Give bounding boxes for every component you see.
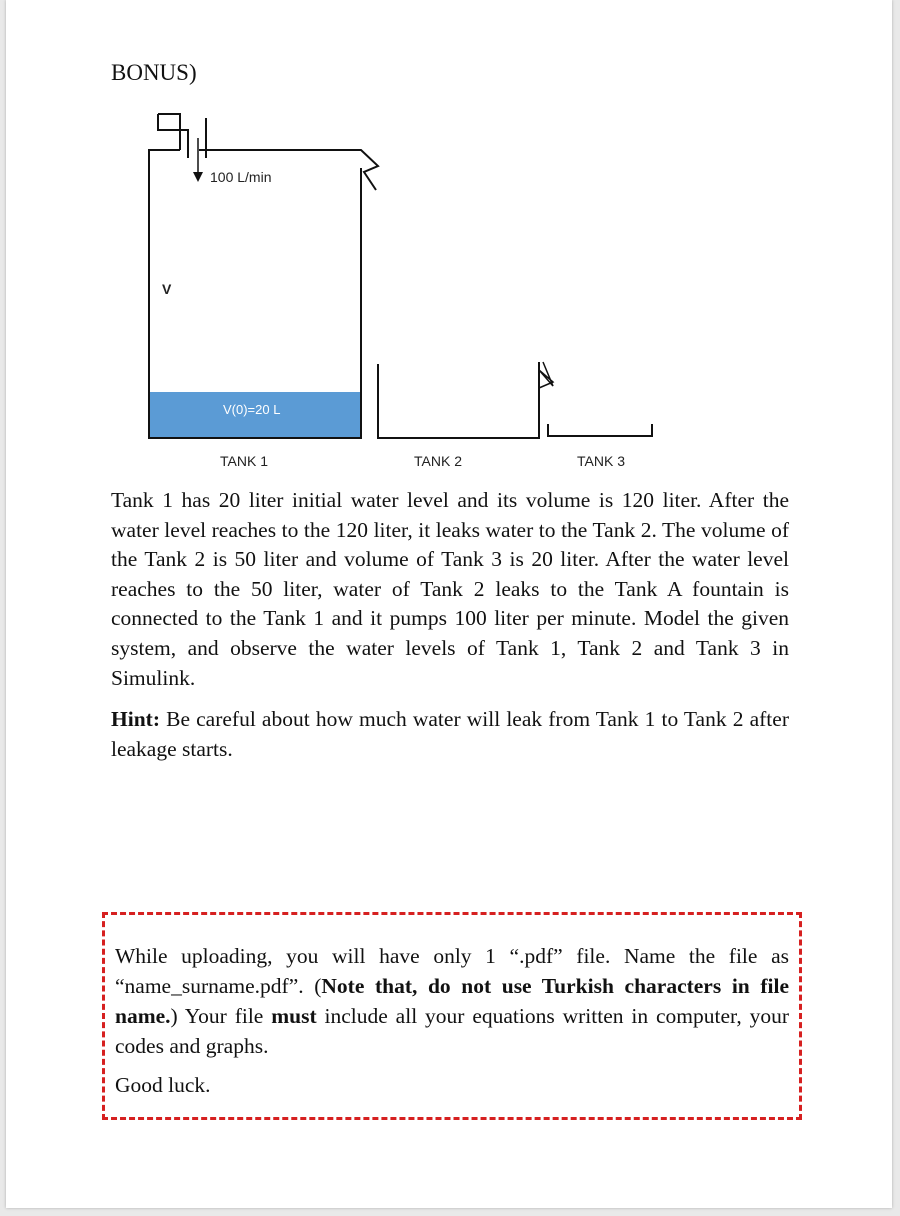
tank-system-diagram	[6, 100, 892, 480]
document-page	[6, 0, 892, 1208]
hint-paragraph	[111, 705, 789, 764]
tank2-label: TANK 2	[414, 453, 462, 469]
tank3-label: TANK 3	[577, 453, 625, 469]
problem-description: Tank 1 has 20 liter initial water level and its volume is 120 liter. After the water level reaches to the 120 liter, it leaks water to the Tank 2. The volume of the Tank 2 is 50 liter and volume of Tank 3 is 20 liter. After the water level reaches to the 50 liter, water of Tank 2 leaks to the Tank A fountain is connected to the Tank 1 and it pumps 100 liter per minute. Model the given system, and observe the water levels of Tank 1, Tank 2 and Tank 3 in Simulink.	[111, 488, 789, 690]
submission-instructions	[115, 941, 789, 1061]
submission-note-box	[102, 912, 802, 1120]
hint-label: Hint:	[111, 707, 160, 731]
tank2-outline	[378, 364, 539, 438]
note-bold-must: must	[271, 1004, 317, 1028]
note-text-part2: ) Your file	[170, 1004, 272, 1028]
inlet-pipe	[158, 114, 188, 158]
note-text-part1: While uploading, you will have only 1 “.pdf” file. Name the file as “name_surname.pdf”. (	[115, 944, 789, 998]
tank2-leak-spout	[539, 362, 553, 388]
section-heading: BONUS)	[111, 60, 197, 85]
volume-label: V	[162, 281, 172, 297]
inlet-pipe-inner	[158, 114, 180, 130]
hint-text: Be careful about how much water will leak from Tank 1 to Tank 2 after leakage starts.	[111, 707, 789, 761]
flow-rate-label: 100 L/min	[210, 169, 272, 185]
note-bold-warning: Note that, do not use Turkish characters in file name.	[115, 974, 789, 1028]
closing-text: Good luck.	[115, 1073, 211, 1097]
tank3-outline	[548, 424, 652, 436]
note-text-part3: include all your equations written in computer, your codes and graphs.	[115, 1004, 789, 1058]
initial-volume-label: V(0)=20 L	[223, 402, 281, 417]
tank1-label: TANK 1	[220, 453, 268, 469]
